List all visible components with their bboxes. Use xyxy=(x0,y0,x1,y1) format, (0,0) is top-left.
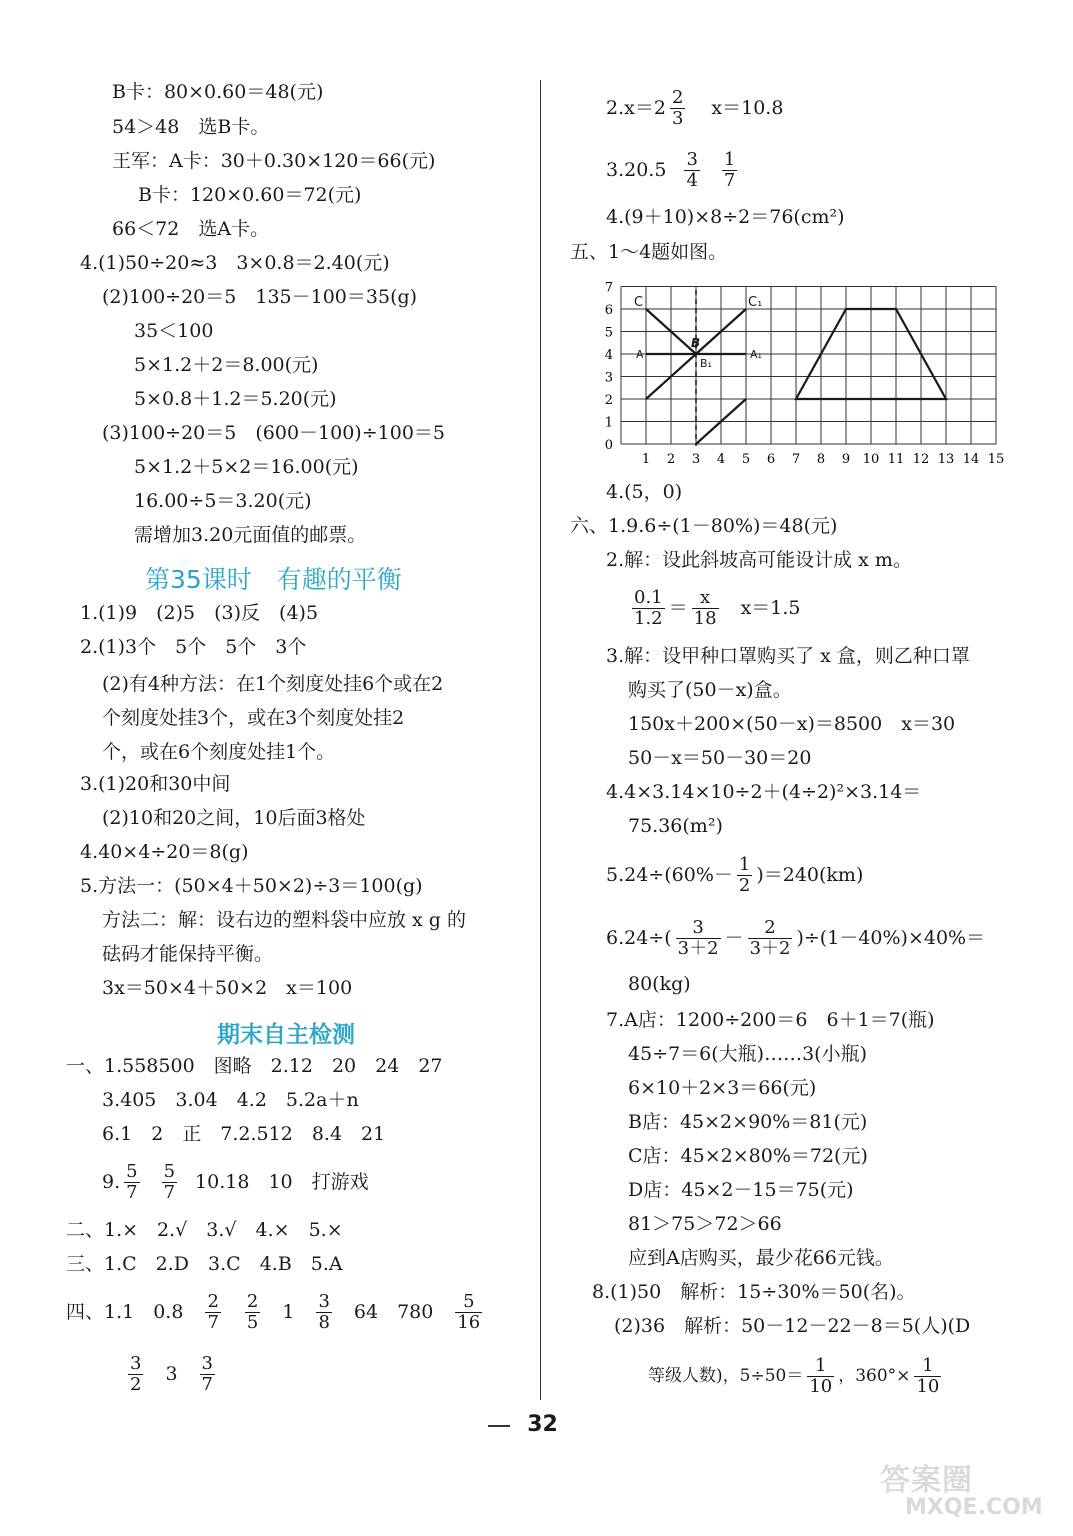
text-line: B卡：80×0.60＝48(元) xyxy=(112,81,324,103)
denominator: 7 xyxy=(201,1373,213,1395)
fraction xyxy=(205,1292,220,1333)
x-tick-label: 13 xyxy=(937,452,955,467)
fraction xyxy=(914,1356,941,1397)
numerator: x xyxy=(692,588,719,609)
text-line: 一、1.558500 图略 2.12 20 24 27 xyxy=(66,1055,443,1077)
text-line: (2)36 解析：50－12－22－8＝5(人)(D xyxy=(614,1315,971,1337)
fraction xyxy=(807,1356,834,1397)
text-line: 4.40×4÷20＝8(g) xyxy=(80,841,249,863)
fraction xyxy=(632,588,665,629)
grid-ticks xyxy=(605,281,1005,468)
text-line: 5×1.2＋2＝8.00(元) xyxy=(134,354,319,376)
text-line: 3.解：设甲种口罩购买了 x 盒，则乙种口罩 xyxy=(606,645,970,667)
denominator: 3＋2 xyxy=(749,937,791,959)
text-line: (2)10和20之间，10后面3格处 xyxy=(102,807,366,829)
text-line: (2)100÷20＝5 135－100＝35(g) xyxy=(102,286,418,308)
q9-prefix: 9. xyxy=(102,1171,121,1193)
text-line: 3.405 3.04 4.2 5.2a＋n xyxy=(102,1089,359,1111)
text-line: 7.A店：1200÷200＝6 6＋1＝7(瓶) xyxy=(606,1009,935,1031)
denominator: 1.2 xyxy=(634,607,663,629)
x-tick-label: 1 xyxy=(641,452,651,467)
q4-prefix: 四、1.1 0.8 xyxy=(66,1301,184,1323)
text-line: B卡：120×0.60＝72(元) xyxy=(138,184,362,206)
text-line: 3.(1)20和30中间 xyxy=(80,773,231,795)
y-tick-label: 5 xyxy=(604,325,613,341)
text-line: 4.(9＋10)×8÷2＝76(cm²) xyxy=(606,206,845,228)
x-tick-label: 3 xyxy=(691,452,701,467)
x-tick-label: 14 xyxy=(962,452,980,467)
x-tick-label: 10 xyxy=(862,452,880,467)
numerator: 5 xyxy=(126,1160,138,1182)
x-tick-label: 8 xyxy=(816,452,826,467)
denominator: 2 xyxy=(130,1373,142,1395)
numerator: 0.1 xyxy=(634,586,663,608)
numerator: 1 xyxy=(914,1356,941,1377)
x-tick-label: 12 xyxy=(912,452,930,467)
text-line: 35＜100 xyxy=(134,320,214,342)
r8-prefix: 等级人数)，5÷50＝ xyxy=(648,1366,804,1386)
r2-rest: x＝10.8 xyxy=(711,97,784,119)
x-tick-label: 6 xyxy=(766,452,776,467)
text-line: 3x＝50×4＋50×2 x＝100 xyxy=(102,977,353,999)
text-line: 二、1.× 2.√ 3.√ 4.× 5.× xyxy=(66,1219,343,1241)
text-line: 王军：A卡：30＋0.30×120＝66(元) xyxy=(112,150,436,172)
text-line xyxy=(606,84,783,132)
r3-prefix: 3.20.5 xyxy=(606,159,667,181)
text-line: 5×0.8＋1.2＝5.20(元) xyxy=(134,388,337,410)
numerator: 5 xyxy=(455,1292,482,1313)
coordinate-grid xyxy=(600,270,1020,470)
r2-prefix: 2.x＝2 xyxy=(606,97,666,119)
denominator: 7 xyxy=(723,169,736,191)
text-line: 5.方法一：(50×4＋50×2)÷3＝100(g) xyxy=(80,875,423,897)
text-line: (3)100÷20＝5 (600－100)÷100＝5 xyxy=(102,422,445,444)
text-line: 50－x＝50－30＝20 xyxy=(628,747,812,769)
text-line: 六、1.9.6÷(1－80%)＝48(元) xyxy=(570,515,838,537)
numerator: 3 xyxy=(676,918,721,939)
label-a1: A₁ xyxy=(750,348,762,361)
numerator: 1 xyxy=(738,853,751,875)
text-line: 个，或在6个刻度处挂1个。 xyxy=(102,741,336,763)
q9-rest: 10.18 10 打游戏 xyxy=(195,1171,369,1193)
text-line xyxy=(648,1352,945,1400)
fraction xyxy=(676,918,721,959)
grid-lines xyxy=(621,287,996,445)
x-tick-label: 5 xyxy=(741,452,751,467)
text-line xyxy=(124,1350,219,1398)
page-number: 32 xyxy=(527,1412,558,1437)
text-line: 方法二：解：设右边的塑料袋中应放 x g 的 xyxy=(102,909,466,931)
equals: ＝ xyxy=(668,597,688,619)
text-line: 6.1 2 正 7.2.512 8.4 21 xyxy=(102,1123,386,1145)
section-title: 期末自主检测 xyxy=(217,1022,355,1048)
label-a: A xyxy=(636,348,644,361)
x-tick-label: 11 xyxy=(887,452,905,467)
numerator: 1 xyxy=(723,148,736,170)
text-line: C店：45×2×80%＝72(元) xyxy=(628,1145,868,1167)
y-tick-label: 6 xyxy=(604,303,613,318)
fraction xyxy=(316,1292,331,1333)
numerator: 2 xyxy=(748,918,793,939)
r6-6-rest: )÷(1－40%)×40%＝ xyxy=(796,927,986,949)
minus: － xyxy=(724,927,744,949)
denominator: 16 xyxy=(457,1311,481,1333)
text-line: 4.(5，0) xyxy=(606,481,683,503)
text-line: 80(kg) xyxy=(628,973,691,995)
text-line: 1.(1)9 (2)5 (3)反 (4)5 xyxy=(80,602,319,624)
text-line: 砝码才能保持平衡。 xyxy=(102,943,274,965)
text-line: 45÷7＝6(大瓶)……3(小瓶) xyxy=(628,1043,868,1065)
text-line: 16.00÷5＝3.20(元) xyxy=(134,490,312,512)
fraction xyxy=(670,88,685,129)
fraction xyxy=(748,918,793,959)
figure-labels xyxy=(634,295,762,370)
text-line xyxy=(606,914,985,962)
q4-value: 1 xyxy=(282,1301,295,1323)
r6-6-prefix: 6.24÷( xyxy=(606,927,672,949)
text-line xyxy=(102,1158,369,1206)
denominator: 5 xyxy=(246,1311,259,1333)
fraction xyxy=(722,150,737,191)
fraction xyxy=(684,150,699,191)
label-c1: C₁ xyxy=(748,295,763,310)
y-tick-label: 0 xyxy=(604,438,613,453)
r6-5-rest: )＝240(km) xyxy=(756,864,864,886)
text-line: (2)有4种方法：在1个刻度处挂6个或在2 xyxy=(102,673,444,695)
numerator: 2 xyxy=(207,1290,219,1312)
numerator: 3 xyxy=(686,148,698,170)
text-line: 购买了(50－x)盒。 xyxy=(628,679,792,701)
section-title: 第35课时 有趣的平衡 xyxy=(145,565,402,594)
r6-5-prefix: 5.24÷(60%－ xyxy=(606,864,733,886)
label-b1: B₁ xyxy=(700,357,712,370)
text-line: 三、1.C 2.D 3.C 4.B 5.A xyxy=(66,1253,343,1275)
text-line: 8.(1)50 解析：15÷30%＝50(名)。 xyxy=(592,1281,916,1303)
denominator: 7 xyxy=(207,1311,219,1333)
denominator: 4 xyxy=(686,169,698,191)
numerator: 1 xyxy=(807,1356,834,1377)
fraction xyxy=(455,1292,482,1333)
denominator: 10 xyxy=(809,1375,833,1397)
column-divider xyxy=(540,80,541,1400)
denominator: 3＋2 xyxy=(677,937,719,959)
text-line: 4.4×3.14×10÷2＋(4÷2)²×3.14＝ xyxy=(606,781,922,803)
r8-mid: ，360°× xyxy=(838,1366,911,1386)
numerator: 3 xyxy=(318,1290,330,1312)
text-line xyxy=(66,1288,486,1336)
text-line: 五、1～4题如图。 xyxy=(570,241,728,263)
text-line xyxy=(606,146,741,194)
grid-svg xyxy=(600,270,1020,470)
fraction xyxy=(692,588,719,629)
denominator: 7 xyxy=(126,1181,138,1203)
text-line xyxy=(628,584,801,632)
text-line: 需增加3.20元面值的邮票。 xyxy=(134,524,367,546)
label-c: C xyxy=(634,295,644,310)
numerator: 5 xyxy=(163,1160,176,1182)
fraction xyxy=(128,1354,143,1395)
fraction xyxy=(737,855,752,896)
page-number-dash xyxy=(488,1425,510,1427)
x-tick-label: 9 xyxy=(841,452,851,467)
fraction xyxy=(162,1162,177,1203)
x-tick-label: 4 xyxy=(716,452,726,467)
numerator: 2 xyxy=(246,1290,259,1312)
x-tick-label: 7 xyxy=(791,452,801,467)
text-line: 6×10＋2×3＝66(元) xyxy=(628,1077,817,1099)
text-line: 应到A店购买，最少花66元钱。 xyxy=(628,1247,894,1269)
text-line: 2.解：设此斜坡高可能设计成 x m。 xyxy=(606,549,912,571)
text-line xyxy=(606,851,863,899)
numerator: 3 xyxy=(201,1352,213,1374)
y-tick-label: 7 xyxy=(604,280,613,296)
x-tick-label: 2 xyxy=(666,452,676,467)
denominator: 2 xyxy=(738,874,751,896)
y-tick-label: 2 xyxy=(604,393,613,408)
text-line: 2.(1)3个 5个 5个 3个 xyxy=(80,636,307,658)
text-line: 150x＋200×(50－x)＝8500 x＝30 xyxy=(628,713,956,735)
y-tick-label: 3 xyxy=(604,370,613,386)
denominator: 18 xyxy=(693,607,717,629)
watermark-logo: 答案圈 xyxy=(880,1463,973,1498)
denominator: 8 xyxy=(318,1311,330,1333)
text-line: 81＞75＞72＞66 xyxy=(628,1213,782,1235)
text-line: 66＜72 选A卡。 xyxy=(112,218,270,240)
text-line: 54＞48 选B卡。 xyxy=(112,116,270,138)
x-tick-label: 15 xyxy=(987,452,1005,467)
watermark-url: MXQE.COM xyxy=(905,1495,1043,1520)
text-line: 5×1.2＋5×2＝16.00(元) xyxy=(134,456,359,478)
page-number-area xyxy=(0,1412,1073,1437)
y-tick-label: 4 xyxy=(604,348,613,363)
fraction xyxy=(200,1354,215,1395)
denominator: 10 xyxy=(916,1375,940,1397)
text-line: 75.36(m²) xyxy=(628,815,723,837)
r6-2-rest: x＝1.5 xyxy=(740,597,801,619)
numerator: 3 xyxy=(130,1352,142,1374)
fraction xyxy=(245,1292,260,1333)
denominator: 7 xyxy=(163,1181,176,1203)
label-b: B xyxy=(691,336,701,350)
fraction xyxy=(124,1162,139,1203)
numerator: 2 xyxy=(671,86,684,108)
text-line: B店：45×2×90%＝81(元) xyxy=(628,1111,868,1133)
text-line: 4.(1)50÷20≈3 3×0.8＝2.40(元) xyxy=(80,252,390,274)
denominator: 3 xyxy=(671,107,684,129)
q4-values: 64 780 xyxy=(353,1301,434,1323)
text-line: 个刻度处挂3个，或在3个刻度处挂2 xyxy=(102,707,405,729)
q4-value: 3 xyxy=(165,1363,178,1385)
y-tick-label: 1 xyxy=(604,415,613,431)
text-line: D店：45×2－15＝75(元) xyxy=(628,1179,854,1201)
